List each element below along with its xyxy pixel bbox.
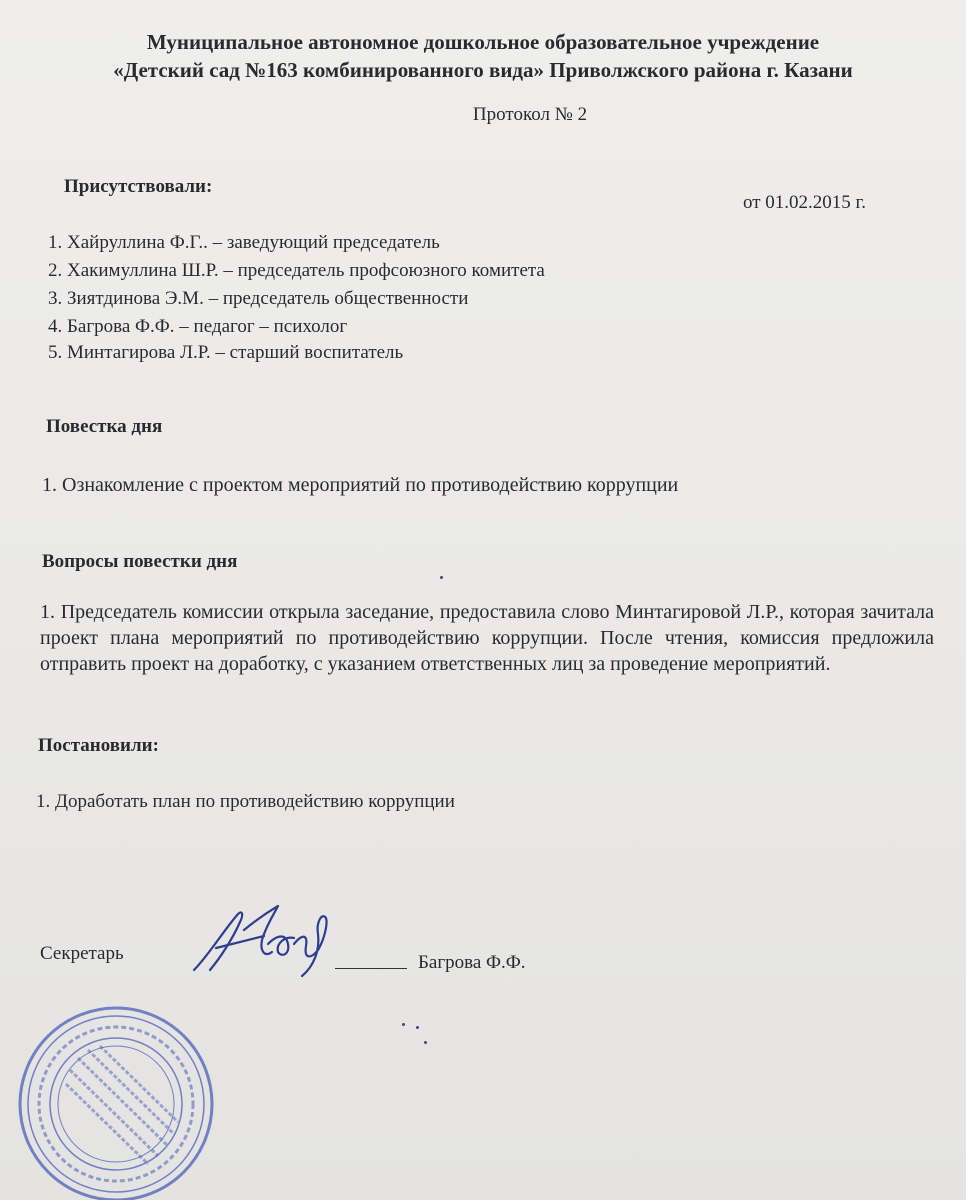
attendee-5: 5. Минтагирова Л.Р. – старший воспитатель bbox=[48, 342, 404, 363]
ink-speck bbox=[416, 1026, 419, 1029]
attendees-title: Присутствовали: bbox=[64, 176, 213, 197]
attendee-3: 3. Зиятдинова Э.М. – председатель общественности bbox=[48, 288, 469, 309]
header-line-2: «Детский сад №163 комбинированного вида» Приволжского района г. Казани bbox=[113, 58, 853, 82]
protocol-date: от 01.02.2015 г. bbox=[743, 192, 866, 213]
attendee-4: 4. Багрова Ф.Ф. – педагог – психолог bbox=[48, 316, 348, 337]
attendee-1: 1. Хайруллина Ф.Г.. – заведующий председатель bbox=[48, 232, 440, 253]
protocol-title: Протокол № 2 bbox=[472, 104, 588, 125]
official-stamp bbox=[8, 996, 218, 1200]
agenda-title: Повестка дня bbox=[46, 416, 163, 437]
resolved-item-1: 1. Доработать план по противодействию коррупции bbox=[36, 791, 455, 812]
attendee-2: 2. Хакимуллина Ш.Р. – председатель профсоюзного комитета bbox=[48, 260, 545, 281]
signature-name: Багрова Ф.Ф. bbox=[418, 952, 526, 973]
agenda-item-1: 1. Ознакомление с проектом мероприятий по противодействию коррупции bbox=[42, 474, 679, 496]
questions-title: Вопросы повестки дня bbox=[42, 551, 238, 572]
handwritten-signature bbox=[186, 900, 356, 982]
ink-speck bbox=[424, 1041, 427, 1044]
ink-speck bbox=[402, 1023, 405, 1026]
ink-speck bbox=[440, 576, 443, 579]
signature-role: Секретарь bbox=[40, 943, 124, 964]
header-line-1: Муниципальное автономное дошкольное образовательное учреждение bbox=[146, 30, 820, 54]
questions-text: 1. Председатель комиссии открыла заседание, предоставила слово Минтагировой Л.Р., которая зачитала проект плана мероприятий по противодействию коррупции. После чтения, комиссия предложила отправить проект на доработку, с указанием ответственных лиц за проведение мероприятий. bbox=[40, 601, 934, 675]
resolved-title: Постановили: bbox=[38, 735, 159, 756]
